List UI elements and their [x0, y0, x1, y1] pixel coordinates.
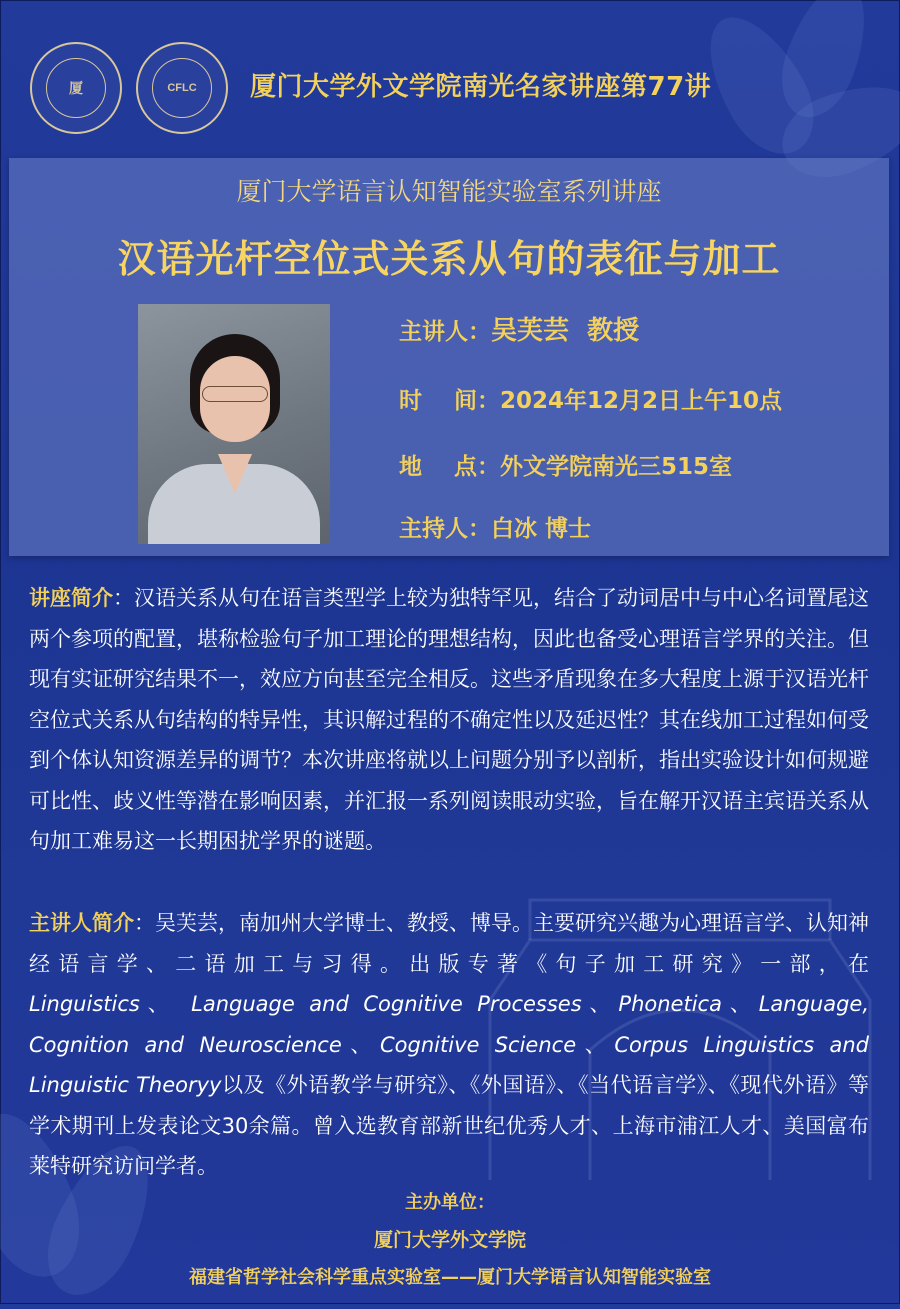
bio-sep-2: 、: [581, 992, 619, 1016]
xmu-seal-inner: 厦: [46, 58, 106, 118]
bio-sep-5: 、: [576, 1032, 615, 1057]
journal-linguistics: Linguistics: [29, 992, 140, 1016]
host-row: [399, 510, 591, 543]
journal-lcp: Language and Cognitive Processes: [191, 992, 582, 1016]
speaker-label: 主讲人：: [399, 319, 491, 345]
speaker-bio: [29, 903, 869, 1187]
place-label: 地 点：: [399, 454, 501, 480]
bio-label: 主讲人简介: [29, 911, 134, 935]
journal-cllt: Corpus Linguistics and Linguistic Theoryy: [29, 1032, 870, 1097]
journal-cogsci: Cognitive Science: [380, 1032, 577, 1057]
speaker-value: 吴芙芸 教授: [491, 316, 640, 346]
journal-lcn: Language, Cognition and Neuroscience: [29, 992, 870, 1057]
time-row: [399, 382, 782, 415]
journal-phonetica: Phonetica: [618, 992, 722, 1016]
place-value: 外文学院南光三515室: [500, 454, 733, 480]
time-value: 2024年12月2日上午10点: [500, 388, 783, 414]
speaker-photo: [138, 304, 330, 544]
cflc-seal-logo: [136, 42, 228, 134]
bio-sep-3: 、: [721, 992, 759, 1016]
lecture-title: 汉语光杆空位式关系从句的表征与加工: [117, 237, 781, 281]
info-panel: [9, 158, 889, 556]
speaker-row: [399, 310, 639, 347]
xmu-seal-logo: [30, 42, 122, 134]
place-row: [399, 448, 732, 481]
organizer-label: 主办单位：: [405, 1192, 495, 1213]
time-label: 时 间：: [399, 388, 501, 414]
bio-sep-1: 、: [139, 992, 192, 1016]
host-value: 白冰 博士: [491, 516, 592, 542]
series-subtitle: 厦门大学语言认知智能实验室系列讲座: [236, 177, 662, 206]
host-label: 主持人：: [399, 516, 491, 542]
cflc-seal-inner: CFLC: [152, 58, 212, 118]
logo-group: [30, 42, 228, 134]
intro-label: 讲座简介: [29, 586, 113, 610]
bio-sep-4: 、: [341, 1032, 381, 1057]
intro-text: ：汉语关系从句在语言类型学上较为独特罕见，结合了动词居中与中心名词置尾这两个参项的配置，堪称检验句子加工理论的理想结构，因此也备受心理语言学界的关注。但现有实证研究结果不一，效应方向甚至完全相反。这些矛盾现象在多大程度上源于汉语光杆空位式关系从句结构的特异性，其识解过程的不确定性以及延迟性？其在线加工过程如何受到个体认知资源差异的调节？本次讲座将就以上问题分别予以剖析，指出实验设计如何规避可比性、歧义性等潜在影响因素，并汇报一系列阅读眼动实验，旨在解开汉语主宾语关系从句加工难易这一长期困扰学界的谜题。: [29, 586, 869, 853]
bio-text-1: ：吴芙芸，南加州大学博士、教授、博导。主要研究兴趣为心理语言学、认知神经语言学、二语加工与习得。出版专著《句子加工研究》一部，在: [29, 911, 869, 976]
organizer-1: 厦门大学外文学院: [373, 1229, 526, 1251]
organizer-2: 福建省哲学社会科学重点实验室——厦门大学语言认知智能实验室: [189, 1267, 711, 1288]
lecture-intro: [29, 578, 869, 862]
lecture-series-header: 厦门大学外文学院南光名家讲座第77讲: [250, 72, 712, 102]
bio-text-2: 以及《外语教学与研究》、《外国语》、《当代语言学》、《现代外语》等学术期刊上发表论文30余篇。曾入选教育部新世纪优秀人才、上海市浦江人才、美国富布莱特研究访问学者。: [29, 1073, 869, 1178]
